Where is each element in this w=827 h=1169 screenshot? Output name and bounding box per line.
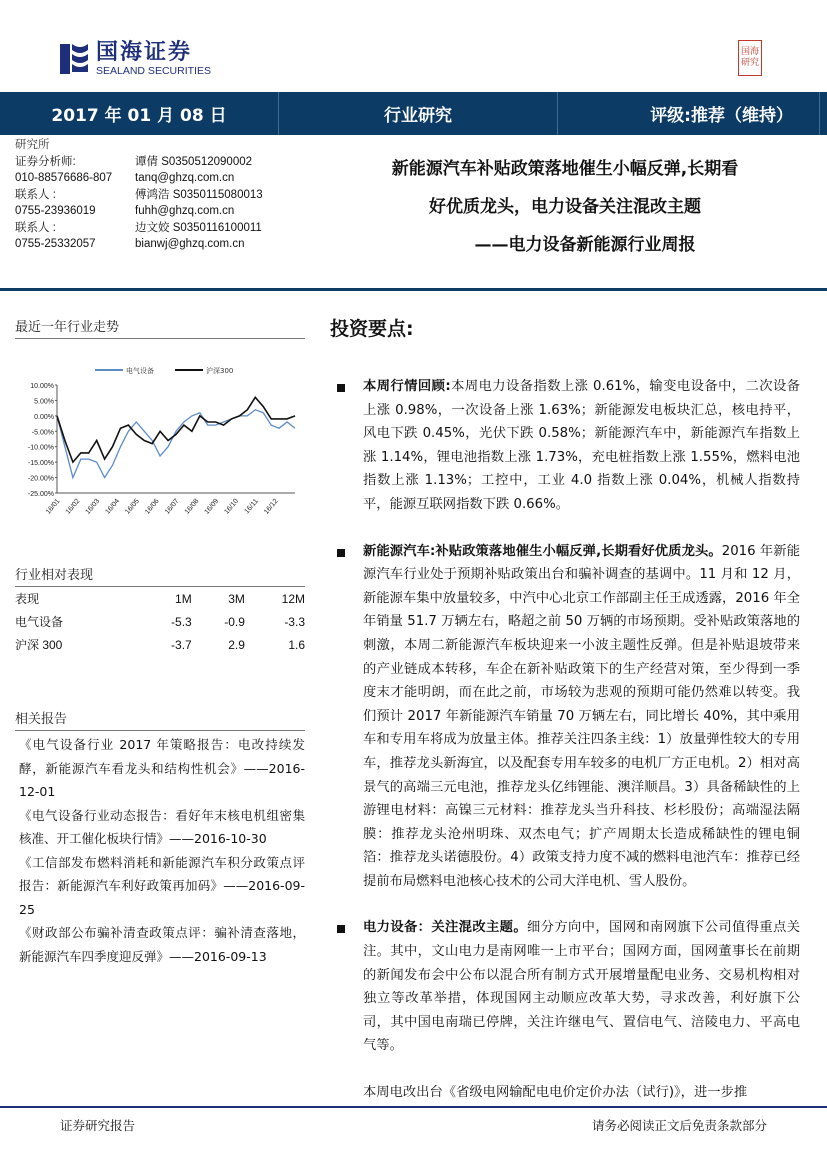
- bullet-square-icon: [337, 925, 345, 933]
- y-tick-label: -25.00%: [27, 491, 54, 498]
- trend-chart: [15, 345, 305, 540]
- logo-chinese: 国海证券: [96, 40, 193, 65]
- email-link[interactable]: tanq@ghzq.com.cn: [135, 172, 235, 184]
- legend-label: 电气设备: [126, 367, 154, 375]
- sidebar: [15, 316, 305, 968]
- column-header: 1M: [175, 591, 192, 606]
- bullet-square-icon: [337, 549, 345, 557]
- x-tick-label: 16/10: [223, 497, 241, 516]
- dept: 研究所: [15, 139, 50, 151]
- x-tick-label: 16/06: [144, 497, 161, 516]
- x-tick-label: 16/11: [243, 497, 260, 516]
- related-heading: 相关报告: [15, 708, 305, 731]
- report-type: 行业研究: [279, 92, 558, 135]
- table-header-row: [15, 587, 305, 610]
- main-content: [330, 314, 800, 1105]
- research-seal: [738, 40, 762, 76]
- phone: 0755-23936019: [15, 205, 96, 217]
- email-link[interactable]: bianwj@ghzq.com.cn: [135, 238, 245, 250]
- series-line-电气设备: [57, 410, 295, 478]
- analyst-name: 边文姣 S0350116100011: [135, 221, 262, 234]
- bullet-text: 2016 年新能源汽车行业处于预期补贴政策出台和骗补调查的基调中。11 月和 12 月，新能源车集中放量较多，中汽中心北京工作部副主任王成透露，2016 年全年销量 51.7 万辆左右，略超之前 50 万辆的市场预期。受补贴政策落地的刺激，本周二新能源汽车板块迎来一小波主题性反弹。但是补贴退坡带来的产业链成本转移，车企在新补贴政策下的生产经营对策，至少得到一季度末才能明朗，而在此之前，市场较为悲观的预期可能仍然难以转变。我们预计 2017 年新能源汽车销量 70 万辆左右，同比增长 40%，其中乘用车和专用车将成为放量主体。推荐关注四条主线：1）放量弹性较大的专用车，推荐龙头新海宜，以及配套专用车较多的电机厂方正电机。2）相对高景气的高端三元电池，推荐龙头亿纬锂能、澳洋顺昌。3）具备稀缺性的上游锂电材料：高镍三元材料：推荐龙头当升科技、杉杉股份；高端湿法隔膜：推荐龙头沧州明珠、双杰电气；扩产周期太长造成稀缺性的锂电铜箔：推荐龙头诺德股份。4）政策支持力度不减的燃料电池汽车：推荐已经提前布局燃料电池核心技术的公司大洋电机、雪人股份。: [363, 543, 800, 889]
- header-band: [0, 92, 827, 135]
- x-tick-label: 16/09: [203, 497, 221, 516]
- x-tick-label: 16/02: [64, 497, 82, 516]
- cell: -0.9: [224, 614, 245, 629]
- cell: -3.3: [284, 614, 305, 629]
- x-tick-label: 16/08: [183, 497, 201, 516]
- y-tick-label: 10.00%: [30, 383, 54, 390]
- table-row: [15, 610, 305, 633]
- y-tick-label: -15.00%: [27, 460, 54, 468]
- x-tick-label: 16/07: [163, 497, 181, 516]
- title-line-1: 新能源汽车补贴政策落地催生小幅反弹,长期看: [391, 159, 739, 179]
- cell: 沪深 300: [15, 638, 63, 652]
- analyst-contacts: [15, 137, 295, 253]
- y-tick-label: -10.00%: [27, 444, 54, 452]
- title-line-2: 好优质龙头，电力设备关注混改主题: [429, 197, 701, 217]
- logo-english: SEALAND SECURITIES: [96, 65, 211, 77]
- brand-logo: [58, 40, 211, 78]
- column-header: 3M: [228, 591, 245, 606]
- divider: [0, 288, 827, 291]
- related-report-link[interactable]: 《财政部公布骗补清查政策点评：骗补清查落地，新能源汽车四季度迎反弹》——2016-09-13: [19, 925, 305, 964]
- column-header: 12M: [281, 591, 305, 606]
- y-tick-label: -5.00%: [31, 429, 54, 437]
- x-tick-label: 16/05: [124, 497, 141, 516]
- subtitle: ——电力设备新能源行业周报: [474, 235, 696, 255]
- performance-heading: 行业相对表现: [15, 564, 305, 587]
- bullet-market-review: [330, 375, 800, 517]
- footer-left: 证券研究报告: [60, 1118, 136, 1133]
- cell: 2.9: [228, 637, 245, 652]
- related-reports: [15, 733, 305, 968]
- y-tick-label: 0.00%: [34, 413, 54, 421]
- x-tick-label: 16/04: [104, 497, 122, 516]
- bullet-power-equipment: [330, 916, 800, 1058]
- footer-disclaimer: 请务必阅读正文后免责条款部分: [591, 1118, 767, 1133]
- email-link[interactable]: fuhh@ghzq.com.cn: [135, 205, 235, 217]
- cell: -3.7: [171, 637, 192, 652]
- related-report-link[interactable]: 《电气设备行业动态报告：看好年末核电机组密集核准、开工催化板块行情》——2016-10-30: [19, 807, 305, 846]
- bullet-lead: 新能源汽车:补贴政策落地催生小幅反弹,长期看好优质龙头。: [363, 543, 722, 559]
- column-header: 表现: [15, 592, 40, 606]
- related-report-link[interactable]: 《工信部发布燃料消耗和新能源汽车积分政策点评报告：新能源汽车利好政策再加码》——2016-09-25: [19, 854, 305, 917]
- legend-label: 沪深300: [206, 367, 234, 375]
- table-row: [15, 633, 305, 656]
- cell: -5.3: [171, 614, 192, 629]
- y-tick-label: 5.00%: [34, 398, 54, 406]
- bullet-text: 本周电力设备指数上涨 0.61%，输变电设备中，二次设备上涨 0.98%，一次设备上涨 1.63%；新能源发电板块汇总，核电持平，风电下跌 0.45%，光伏下跌 0.58%；新能源汽车中，新能源汽车指数上涨 1.14%，锂电池指数上涨 1.73%，充电桩指数上涨 1.55%，燃料电池指数上涨 1.13%；工控中，工业 4.0 指数上涨 0.04%，机械人指数持平，能源互联网指数下跌 0.66%。: [363, 379, 800, 512]
- bullet-lead: 电力设备：关注混改主题。: [363, 920, 528, 936]
- x-tick-label: 16/12: [263, 497, 280, 516]
- bullet-text: 细分方向中，国网和南网旗下公司值得重点关注。其中，文山电力是南网唯一上市平台；国网方面，国网董事长在前期的新闻发布会中公布以混合所有制方式开展增量配电业务、交易机构相对独立等改革举措，体现国网主动顺应改革大势，寻求改善，利好旗下公司，其中国电南瑞已停牌，关注许继电气、置信电气、涪陵电力、平高电气等。: [363, 920, 801, 1054]
- bullet-square-icon: [337, 384, 345, 392]
- series-line-沪深300: [57, 397, 295, 462]
- y-tick-label: -20.00%: [27, 475, 54, 483]
- x-tick-label: 16/03: [84, 497, 102, 516]
- phone: 0755-25332057: [15, 238, 96, 250]
- contact-label: 联系人 :: [15, 188, 56, 201]
- report-title: [330, 150, 800, 264]
- bullet-nev: [330, 540, 800, 894]
- seal-text: 国海研究: [740, 47, 759, 68]
- trend-heading: 最近一年行业走势: [15, 316, 305, 339]
- sealand-logo-icon: [58, 40, 90, 78]
- contact-label: 联系人 :: [15, 221, 56, 234]
- section-heading: 投资要点:: [330, 318, 414, 340]
- phone: 010-88576686-807: [15, 172, 113, 184]
- cell: 1.6: [288, 637, 305, 652]
- report-date: 2017 年 01 月 08 日: [0, 92, 279, 135]
- paragraph: 本周电改出台《省级电网输配电电价定价办法（试行)》，进一步推: [363, 1085, 748, 1101]
- performance-table: [15, 587, 305, 656]
- contact-label: 证券分析师:: [15, 155, 76, 168]
- x-tick-label: 16/01: [44, 497, 62, 516]
- related-report-link[interactable]: 《电气设备行业 2017 年策略报告：电改持续发酵，新能源汽车看龙头和结构性机会》——2016-12-01: [19, 737, 305, 799]
- footer: [0, 1106, 827, 1133]
- cell: 电气设备: [15, 615, 64, 629]
- bullet-lead: 本周行情回顾:: [363, 379, 451, 394]
- analyst-name: 谭倩 S0350512090002: [135, 155, 253, 168]
- analyst-name: 傅鸿浩 S0350115080013: [135, 188, 263, 201]
- rating: 评级:推荐（维持）: [558, 92, 820, 135]
